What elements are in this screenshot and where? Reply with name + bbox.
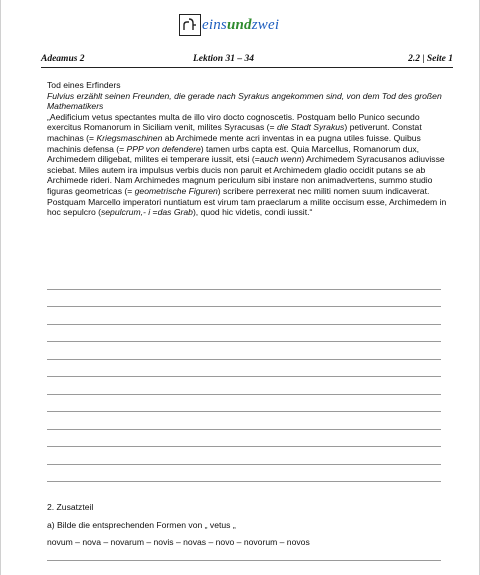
extra-task: a) Bilde die entsprechenden Formen von „ vetus „ xyxy=(47,519,236,530)
reading-text xyxy=(47,80,447,218)
text-title: Tod eines Erfinders xyxy=(47,80,121,90)
answer-line[interactable] xyxy=(47,465,441,483)
header-divider xyxy=(41,67,453,68)
answer-line[interactable] xyxy=(47,447,441,465)
answer-line[interactable] xyxy=(47,325,441,343)
answer-line[interactable] xyxy=(47,272,441,290)
answer-line[interactable] xyxy=(47,342,441,360)
answer-line[interactable] xyxy=(47,377,441,395)
extra-section xyxy=(47,502,447,555)
logo-wordmark: einsundzwei xyxy=(202,16,280,33)
latin-passage: „Aedificium vetus spectantes multa de illo viro docto cognoscetis. Postquam bello Punico secundo exercitus Romanorum in Siciliam venit, milites Syracusas (= die Stadt Syrakus) petiverunt. Constat machinas (= Kriegsmaschinen ab Archimede mente acri inventas in ea pugna utiles fuisse. Quibus machinis defensa (= PPP von defendere) tamen urbs capta est. Quia Marcellus, Romanorum dux, Archimedem diligebat, milites ei temperare iussit, etsi (=auch wenn) Archimedem Syracusanos adiuvisse sciebat. Miles autem ira impulsus verbis ducis non paruit et Archimedem gladio occidit putans se ab Archimede rideri. Nam Archimedes magnum periculum sibi instare non animadvertens, summo studio figuras geometricas (= geometrische Figuren) scribere perrexerat nec militi nomen suum indicaverat. Postquam Marcello imperatori nuntiatum est virum tam praeclarum a milite occisum esse, Archimedem in hoc sepulcro (sepulcrum,- i =das Grab), quod hic videtis, condi iussit.“ xyxy=(47,111,447,218)
answer-line[interactable] xyxy=(47,360,441,378)
answer-line[interactable] xyxy=(47,307,441,325)
answer-line[interactable] xyxy=(47,412,441,430)
header-book: Adeamus 2 xyxy=(41,54,85,64)
header-page: 2.2 | Seite 1 xyxy=(408,54,453,64)
header-lesson: Lektion 31 – 34 xyxy=(193,54,254,64)
extra-forms: novum – nova – novarum – novis – novas – novo – novorum – novos xyxy=(47,537,310,548)
logo-icon xyxy=(179,14,201,36)
answer-line[interactable] xyxy=(47,430,441,448)
answer-line-bottom[interactable] xyxy=(47,560,441,561)
answer-line[interactable] xyxy=(47,290,441,308)
logo xyxy=(179,14,279,36)
answer-line[interactable] xyxy=(47,395,441,413)
extra-heading: 2. Zusatzteil xyxy=(47,502,94,512)
answer-lines[interactable] xyxy=(47,272,441,482)
text-subtitle: Fulvius erzählt seinen Freunden, die gerade nach Syrakus angekommen sind, von dem Tod des großen Mathematikers xyxy=(47,90,442,112)
